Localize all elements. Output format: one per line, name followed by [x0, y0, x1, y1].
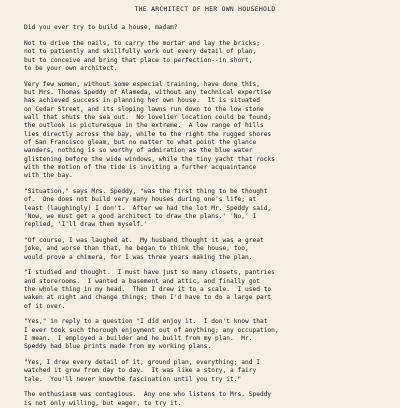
text-line: I mean. I employed a builder and he built from my plan. Mr. — [24, 335, 253, 343]
text-line: the outlook is picturesque in the extreme. A low range of hills — [24, 122, 264, 130]
text-line: to be your own architect. — [24, 65, 118, 73]
text-line: joke, and worse than that, he began to think the house, too, — [24, 245, 249, 253]
paragraph — [24, 359, 386, 384]
paragraph — [24, 188, 386, 230]
text-line: with the bay. — [24, 172, 73, 180]
text-line: on Cedar Street, and its sloping lawns run down to the low stone — [24, 105, 264, 113]
paragraph — [24, 40, 386, 73]
text-line: would prove a chimera, for I was three years making the plan. — [24, 253, 253, 261]
text-line: The enthusiasm was contagious. Any one who listens to Mrs. Speddy — [24, 391, 272, 399]
text-line: "Yes, I drew every detail of it, ground plan, everything; and I — [24, 359, 260, 367]
text-line: waken at night and change things; then I'd have to do a large part — [24, 294, 272, 302]
text-line: with the motion of the tide is inviting a further acquaintance — [24, 164, 257, 172]
paragraph — [24, 81, 386, 181]
text-line: "Situation," says Mrs. Speddy, "was the first thing to be thought — [24, 188, 268, 196]
text-line: 'Now, we must get a good architect to draw the plans.' 'No,' I — [24, 213, 257, 221]
paragraph — [24, 237, 386, 262]
text-line: replied, 'I'll draw them myself.' — [24, 221, 148, 229]
text-line: not to patiently and skillfully work out every detail of plan, — [24, 48, 257, 56]
text-line: but Mrs. Thomas Speddy of Alameda, without any technical expertise — [24, 89, 272, 96]
paragraph — [24, 24, 386, 32]
text-line: lies directly across the bay, while to the right the rugged shores — [24, 130, 272, 138]
text-line: glistening before the wide windows, while the tiny yacht that rocks — [24, 155, 275, 163]
text-line: has achieved success in planning her own house. It is situated — [24, 97, 260, 105]
text-line: wall that shuts the sea out. No lovelier location could be found; — [24, 114, 272, 122]
text-line: but to conceive and bring that place to perfection--in short, — [24, 56, 253, 64]
text-line: watched it grow from day to day. It was like a story, a fairy — [24, 367, 257, 375]
text-line: of San Francisco gleam, but no matter to what point the glance — [24, 139, 257, 147]
text-line: of. One does not build very many houses during one's life; at — [24, 196, 257, 204]
text-line: "I studied and thought. I must have just so many closets, pantries — [24, 269, 275, 277]
text-line: Did you ever try to build a house, madam? — [24, 24, 178, 32]
text-line: wanders, nothing is so worthy of admiration as the blue water — [24, 147, 253, 155]
text-line: "Yes," in reply to a question "I did enjoy it. I don't know that — [24, 318, 268, 326]
text-line: Very few women, without some especial training, have done this, — [24, 80, 260, 88]
text-line: tale. You'll never knowthe fascination until you try it." — [24, 375, 242, 383]
text-line: Not to drive the nails, to carry the mortar and lay the bricks; — [24, 39, 260, 47]
text-line: the whole thing in my head. Then I drew it to a scale. I used to — [24, 286, 272, 294]
paragraph — [24, 269, 386, 311]
text-line: "Of course, I was laughed at. My husband thought it was a great — [24, 237, 264, 245]
text-line: and storerooms. I wanted a basement and attic, and finally got — [24, 277, 260, 285]
document-title: THE ARCHITECT OF HER OWN HOUSEHOLD — [134, 5, 276, 13]
text-line: least (laughingly) I don't. After we had the lot Mr. Speddy said, — [24, 204, 272, 212]
text-line: I ever took such thorough enjoyment out of anything; any occupation, — [24, 326, 279, 334]
text-line: of it over. — [24, 302, 66, 310]
text-line: Speddy had blue prints made from my working plans. — [24, 343, 212, 351]
document-body — [24, 24, 386, 408]
paragraph — [24, 318, 386, 351]
text-line: is not only willing, but eager, to try it. — [24, 399, 182, 407]
